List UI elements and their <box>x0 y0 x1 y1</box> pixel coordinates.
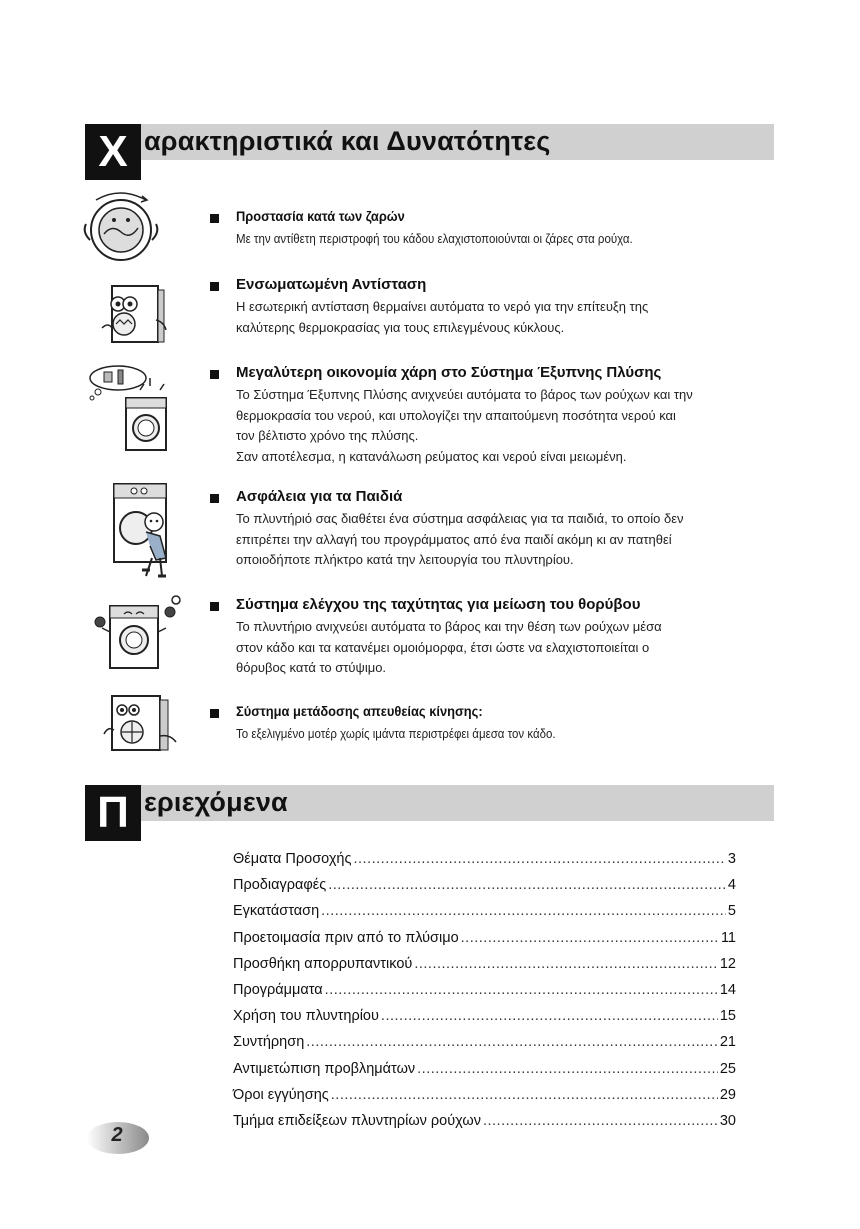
toc-entry-label: Χρήση του πλυντηρίου <box>233 1008 379 1025</box>
toc-section-header <box>85 785 774 837</box>
feature-line: Σαν αποτέλεσμα, η κατανάλωση ρεύματος και νερού είναι μειωμένη. <box>236 448 627 464</box>
toc-entry-label: Τμήμα επιδείξεων πλυντηρίων ρούχων <box>233 1112 481 1129</box>
feature-description <box>236 229 737 250</box>
feature-line: στον κάδο και τα κατανέμει ομοιόμορφα, έτσι ώστε να ελαχιστοποιείται ο <box>236 639 650 655</box>
toc-entry-label: Εγκατάσταση <box>233 903 320 920</box>
toc-entry-label: Συντήρηση <box>233 1034 305 1051</box>
direct-drive-icon <box>100 692 182 756</box>
toc-heading-initial: Π <box>85 785 141 841</box>
smart-wash-icon <box>84 362 180 458</box>
feature-line: Το εξελιγμένο μοτέρ χωρίς ιμάντα περιστρέφει άμεσα τον κάδο. <box>236 727 556 741</box>
toc-entry[interactable] <box>233 851 736 877</box>
feature-line: Το πλυντήριο ανιχνεύει αυτόματα το βάρος και την θέση των ρούχων μέσα <box>236 619 662 634</box>
toc-leader-dots <box>321 903 726 919</box>
toc-heading-text: εριεχόμενα <box>144 787 288 817</box>
features-heading-initial: Χ <box>85 124 141 180</box>
toc-entry-label: Προγράμματα <box>233 981 323 998</box>
toc-entry-label: Προετοιμασία πριν από το πλύσιμο <box>233 929 459 946</box>
bullet-square <box>210 214 219 223</box>
feature-line: καλύτερης θερμοκρασίας για τους επιλεγμένους κύκλους. <box>236 319 565 335</box>
toc-entry-page: 3 <box>727 851 736 867</box>
toc-entry-page: 21 <box>719 1034 736 1051</box>
toc-entry[interactable] <box>233 1061 736 1087</box>
drum-rotation-icon <box>80 190 162 270</box>
toc-entry-page: 29 <box>719 1086 736 1103</box>
toc-leader-dots <box>381 1008 718 1024</box>
toc-entry[interactable] <box>233 1034 736 1060</box>
toc-entry-label: Θέματα Προσοχής <box>233 851 352 867</box>
feature-line: θερμοκρασία του νερού, και υπολογίζει την απαιτούμενη ποσότητα νερού και <box>236 407 676 423</box>
feature-title: Προστασία κατά των ζαρών <box>236 208 405 224</box>
toc-leader-dots <box>417 1061 718 1077</box>
toc-entry-page: 5 <box>727 903 736 920</box>
page-number: 2 <box>111 1124 123 1146</box>
feature-description <box>236 617 781 679</box>
toc-entry-page: 11 <box>720 929 736 946</box>
feature-description <box>236 509 781 571</box>
toc-entry-page: 14 <box>719 981 736 998</box>
feature-line: θόρυβος κατά το στύψιμο. <box>236 660 387 675</box>
toc-leader-dots <box>325 982 718 998</box>
noise-control-icon <box>92 592 188 682</box>
toc-leader-dots <box>331 1087 718 1103</box>
feature-title: Ενσωματωμένη Αντίσταση <box>236 276 427 293</box>
feature-description <box>236 385 781 467</box>
toc-entry[interactable] <box>233 1008 736 1034</box>
toc-entry[interactable] <box>233 877 736 903</box>
feature-title: Σύστημα ελέγχου της ταχύτητας για μείωση του θορύβου <box>236 596 641 613</box>
toc-entry[interactable] <box>233 1113 736 1139</box>
toc-entry[interactable] <box>233 982 736 1008</box>
feature-line: τον βέλτιστο χρόνο της πλύσης. <box>236 428 419 443</box>
feature-line: Η εσωτερική αντίσταση θερμαίνει αυτόματα το νερό για την επίτευξη της <box>236 299 649 314</box>
heater-icon <box>96 280 172 352</box>
toc-entry-label: Όροι εγγύησης <box>233 1086 329 1103</box>
toc-entry-label: Προσθήκη απορρυπαντικού <box>233 955 413 972</box>
toc-entry[interactable] <box>233 956 736 982</box>
toc-entry[interactable] <box>233 903 736 929</box>
toc-leader-dots <box>328 877 726 893</box>
bullet-square <box>210 709 219 718</box>
toc-entry-label: Αντιμετώπιση προβλημάτων <box>233 1060 416 1077</box>
bullet-square <box>210 494 219 503</box>
toc-entry-page: 30 <box>719 1112 736 1129</box>
toc-leader-dots <box>461 930 719 946</box>
features-heading-text: αρακτηριστικά και Δυνατότητες <box>144 126 551 156</box>
feature-description <box>236 724 737 745</box>
feature-line: οποιοδήποτε πλήκτρο κατά την λειτουργία του πλυντηρίου. <box>236 552 574 567</box>
feature-title: Ασφάλεια για τα Παιδιά <box>236 488 403 505</box>
toc-leader-dots <box>354 851 726 867</box>
child-lock-icon <box>104 478 184 582</box>
toc-leader-dots <box>483 1113 718 1129</box>
bullet-square <box>210 602 219 611</box>
feature-title: Σύστημα μετάδοσης απευθείας κίνησης: <box>236 703 483 719</box>
toc-entry-page: 15 <box>719 1008 736 1025</box>
table-of-contents <box>233 851 736 1139</box>
toc-entry-page: 4 <box>727 877 736 894</box>
toc-leader-dots <box>306 1034 718 1050</box>
toc-entry-label: Προδιαγραφές <box>233 877 327 894</box>
feature-description <box>236 297 781 338</box>
features-section-header <box>85 124 774 176</box>
toc-leader-dots <box>414 956 718 972</box>
page-number-badge <box>84 1118 150 1158</box>
toc-entry-page: 12 <box>719 955 736 972</box>
feature-line: Το πλυντήριό σας διαθέτει ένα σύστημα ασφάλειας για τα παιδιά, το οποίο δεν <box>236 511 684 526</box>
feature-line: Το Σύστημα Έξυπνης Πλύσης ανιχνεύει αυτόματα το βάρος των ρούχων και την <box>236 387 693 402</box>
bullet-square <box>210 282 219 291</box>
bullet-square <box>210 370 219 379</box>
feature-line: επιτρέπει την αλλαγή του προγράμματος από ένα παιδί ακόμη κι αν πατηθεί <box>236 531 672 547</box>
toc-entry[interactable] <box>233 1087 736 1113</box>
feature-title: Μεγαλύτερη οικονομία χάρη στο Σύστημα Έξυπνης Πλύσης <box>236 364 662 381</box>
toc-entry[interactable] <box>233 930 736 956</box>
toc-entry-page: 25 <box>719 1060 736 1077</box>
feature-line: Με την αντίθετη περιστροφή του κάδου ελαχιστοποιούνται οι ζάρες στα ρούχα. <box>236 232 633 246</box>
